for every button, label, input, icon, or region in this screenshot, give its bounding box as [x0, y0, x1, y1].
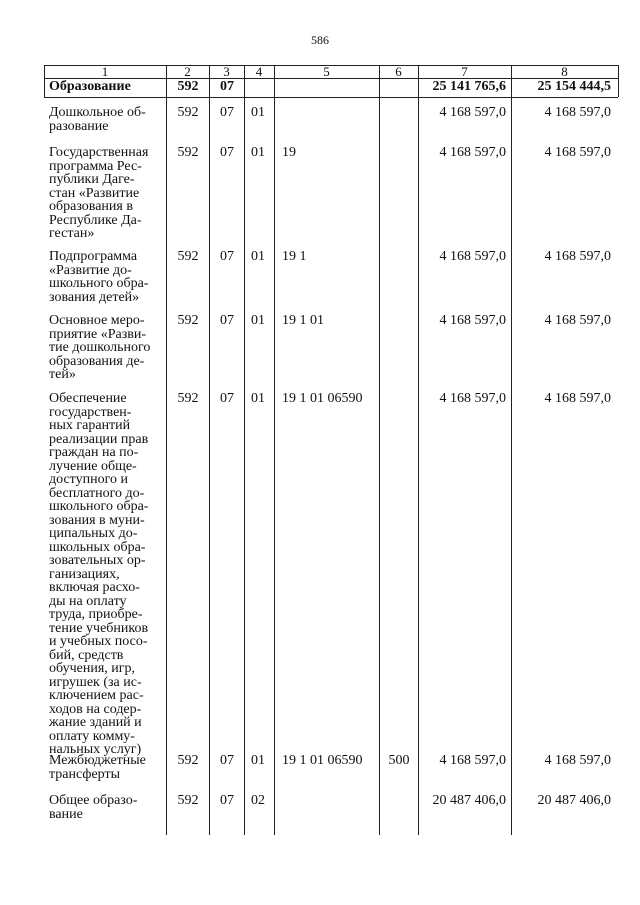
row-cell-c5: 19 [282, 145, 296, 160]
row-cell-c5: 19 1 [282, 249, 307, 264]
header-col-2: 2 [184, 64, 191, 79]
row-cell-c8: 20 487 406,0 [537, 793, 611, 808]
header-col-6: 6 [395, 64, 402, 79]
row-cell-c4: 01 [251, 249, 265, 264]
row-name: Межбюджетные трансферты [49, 753, 146, 782]
row-cell-c2: 592 [177, 753, 199, 768]
row-cell-c8: 4 168 597,0 [544, 753, 611, 768]
row-cell-c2: 592 [177, 145, 199, 160]
row-cell-c4: 01 [251, 753, 265, 768]
row-cell-c8: 4 168 597,0 [544, 105, 611, 120]
row-name: Обеспечение государствен- ных гарантий реализации прав граждан на по- лучение обще- доступного и бесплатного до- школьного обра- зования в муни- ципальных до- школьных обра- зовательных ор- ганизациях, включая расхо- ды на оплату труда, приобре- тение учебников и учебных посо- бий, средств обучения, игр, игрушек (за ис- ключением рас- ходов на содер- жание зданий и оплату комму- нальных услуг) [49, 391, 149, 757]
row-cell-c5: 19 1 01 [282, 313, 324, 328]
row-cell-c8: 4 168 597,0 [544, 313, 611, 328]
row-cell-c2: 592 [177, 79, 199, 94]
row-name: Дошкольное об- разование [49, 105, 146, 134]
row-cell-c3: 07 [220, 105, 234, 120]
row-cell-c4: 01 [251, 145, 265, 160]
row-cell-c5: 19 1 01 06590 [282, 753, 363, 768]
row-cell-c7: 4 168 597,0 [439, 391, 506, 406]
row-cell-c3: 07 [220, 313, 234, 328]
row-cell-c8: 25 154 444,5 [537, 79, 611, 94]
row-cell-c4: 02 [251, 793, 265, 808]
row-cell-c4: 01 [251, 313, 265, 328]
row-cell-c8: 4 168 597,0 [544, 145, 611, 160]
page-number: 586 [311, 33, 329, 47]
header-col-7: 7 [461, 64, 468, 79]
row-cell-c2: 592 [177, 793, 199, 808]
row-cell-c3: 07 [220, 753, 234, 768]
row-name: Государственная программа Рес- публики Даге- стан «Развитие образования в Республике Да- гестан» [49, 145, 149, 241]
row-name: Общее образо- вание [49, 793, 138, 822]
row-cell-c3: 07 [220, 249, 234, 264]
row-cell-c3: 07 [220, 391, 234, 406]
row-cell-c2: 592 [177, 249, 199, 264]
row-name: Образование [49, 79, 131, 94]
row-name: Подпрограмма «Развитие до- школьного обра- зования детей» [49, 249, 149, 305]
header-col-1: 1 [101, 64, 109, 79]
row-cell-c7: 4 168 597,0 [439, 145, 506, 160]
row-cell-c8: 4 168 597,0 [544, 249, 611, 264]
row-cell-c4: 01 [251, 105, 265, 120]
header-col-3: 3 [223, 64, 230, 79]
row-cell-c5: 19 1 01 06590 [282, 391, 363, 406]
row-name: Основное меро- приятие «Разви- тие дошкольного образования де- тей» [49, 313, 151, 382]
row-cell-c4: 01 [251, 391, 265, 406]
row-cell-c6: 500 [388, 753, 410, 768]
row-cell-c7: 4 168 597,0 [439, 249, 506, 264]
row-cell-c7: 25 141 765,6 [432, 79, 506, 94]
row-cell-c3: 07 [220, 79, 234, 94]
row-cell-c8: 4 168 597,0 [544, 391, 611, 406]
row-cell-c2: 592 [177, 391, 199, 406]
row-cell-c7: 20 487 406,0 [432, 793, 506, 808]
header-col-4: 4 [255, 64, 263, 79]
row-cell-c3: 07 [220, 793, 234, 808]
header-col-5: 5 [323, 64, 330, 79]
row-cell-c3: 07 [220, 145, 234, 160]
row-cell-c2: 592 [177, 313, 199, 328]
header-col-8: 8 [561, 64, 568, 79]
row-cell-c7: 4 168 597,0 [439, 753, 506, 768]
row-cell-c7: 4 168 597,0 [439, 313, 506, 328]
row-cell-c2: 592 [177, 105, 199, 120]
row-cell-c7: 4 168 597,0 [439, 105, 506, 120]
